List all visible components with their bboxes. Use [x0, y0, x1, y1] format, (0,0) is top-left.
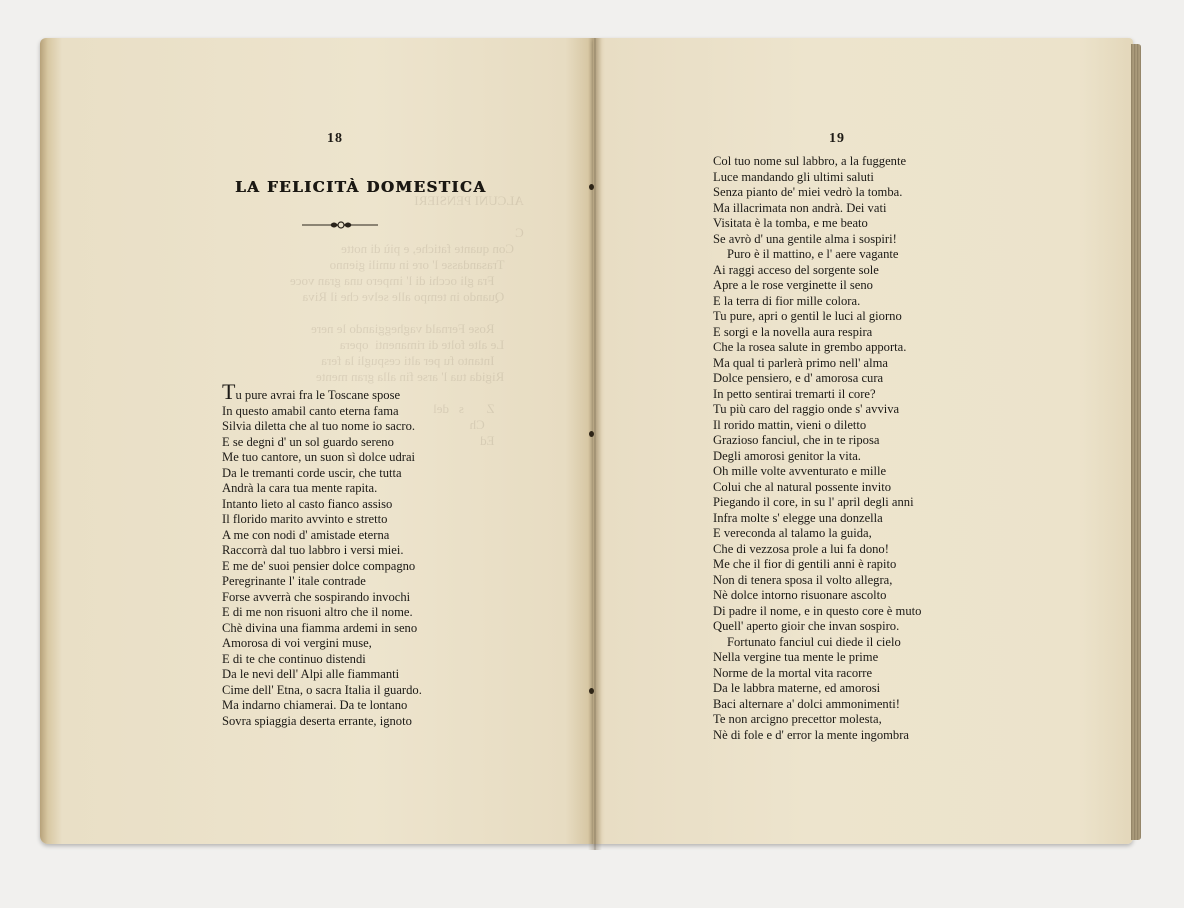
book-spine	[588, 38, 602, 850]
right-page	[593, 38, 1133, 844]
verse-line: Il rorido mattin, vieni o diletto	[713, 417, 867, 432]
verse-line: Nè di fole e d' error la mente ingombra	[713, 727, 909, 742]
open-book	[40, 38, 1144, 850]
verse-line: Tu più caro del raggio onde s' avviva	[713, 402, 900, 416]
verse-line: Apre a le rose verginette il seno	[713, 278, 873, 292]
binding-hole	[589, 184, 594, 190]
right-verse-list	[713, 154, 921, 743]
verse-line: Ma indarno chiamerai. Da te lontano	[222, 698, 408, 712]
verse-line: E vereconda al talamo la guida,	[713, 526, 872, 540]
verse-line: Da le tremanti corde uscir, che tutta	[222, 465, 402, 480]
ornament-icon	[300, 219, 380, 231]
verse-line: E me de' suoi pensier dolce compagno	[222, 558, 416, 573]
verse-line: Piegando il core, in su l' april degli anni	[713, 495, 914, 509]
verse-line: Puro è il mattino, e l' aere vagante	[727, 247, 899, 261]
verse-line: Da le nevi dell' Alpi alle fiammanti	[222, 667, 400, 681]
verse-line: Sovra spiaggia deserta errante, ignoto	[222, 713, 412, 728]
verse-line: In petto sentirai tremarti il core?	[713, 386, 876, 401]
drop-cap: T	[222, 379, 236, 404]
verse-line: Me che il fior di gentili anni è rapito	[713, 557, 897, 571]
verse-line: Te non arcigno precettor molesta,	[713, 712, 882, 726]
verse-line: Amorosa di voi vergini muse,	[222, 636, 372, 650]
left-page	[40, 38, 593, 844]
left-verse-list	[222, 379, 422, 729]
verse-line: E di te che continuo distendi	[222, 651, 366, 666]
verse-line: Peregrinante l' itale contrade	[222, 574, 366, 588]
verse-line: Quell' aperto gioir che invan sospiro.	[713, 619, 900, 633]
verse-line: In questo amabil canto eterna fama	[222, 403, 399, 418]
poem-title: LA FELICITÀ DOMESTICA	[235, 178, 487, 196]
verse-line: Da le labbra materne, ed amorosi	[713, 681, 881, 695]
verse-line: Intanto lieto al casto fianco assiso	[222, 496, 393, 511]
verse-line: Me tuo cantore, un suon sì dolce udrai	[222, 450, 416, 464]
verse-line: Luce mandando gli ultimi saluti	[713, 169, 874, 184]
verse-line: Grazioso fanciul, che in te riposa	[713, 433, 880, 447]
verse-line: Colui che al natural possente invito	[713, 479, 892, 494]
verse-line: E sorgi e la novella aura respira	[713, 324, 873, 339]
verse-line: E di me non risuoni altro che il nome.	[222, 605, 413, 619]
verse-line: Nella vergine tua mente le prime	[713, 650, 879, 664]
verse-line: Forse avverrà che sospirando invochi	[222, 589, 411, 604]
verse-line: Cime dell' Etna, o sacra Italia il guardo.	[222, 682, 422, 697]
verse-line: E la terra di fior mille colora.	[713, 293, 861, 308]
verse-line: Norme de la mortal vita racorre	[713, 665, 873, 680]
verse-line: Chè divina una fiamma ardemi in seno	[222, 620, 418, 635]
verse-line: Il florido marito avvinto e stretto	[222, 512, 388, 526]
verse-line: Non di tenera sposa il volto allegra,	[713, 572, 893, 587]
binding-hole	[589, 431, 594, 437]
show-through-text: ALCUNI PENSIERI C Con quante fatiche, e più di notte Trasandasse l' ore in umili gienno Fra gli occhi di l' impero una gran voce Quando in tempo alle selve che il Riva Rose Fernald vagheggiando le nere Le alte folte di rimanenti opera Intanto fu per alti cespugli la fera Rigida tua l' arse fin alla gran mente Z s del Ch Ed	[290, 193, 524, 448]
verse-line: A me con nodi d' amistade eterna	[222, 527, 390, 542]
verse-line: Infra molte s' elegge una donzella	[713, 510, 883, 525]
verse-line: Raccorrà dal tuo labbro i versi miei.	[222, 543, 404, 557]
verse-line: Che di vezzosa prole a lui fa dono!	[713, 541, 889, 556]
verse-line: Dolce pensiero, e d' amorosa cura	[713, 371, 884, 385]
page-number: 19	[829, 131, 845, 146]
verse-line: Ma qual ti parlerà primo nell' alma	[713, 355, 889, 370]
verse-line: Ai raggi acceso del sorgente sole	[713, 262, 879, 277]
page-edge	[1131, 44, 1141, 840]
verse-line: Visitata è la tomba, e me beato	[713, 216, 868, 230]
verse-line: Senza pianto de' miei vedrò la tomba.	[713, 185, 903, 199]
verse-line: Di padre il nome, e in questo core è muto	[713, 603, 922, 618]
verse-line: Che la rosea salute in grembo apporta.	[713, 340, 907, 354]
verse-line: Oh mille volte avventurato e mille	[713, 464, 887, 478]
verse-line: Silvia diletta che al tuo nome io sacro.	[222, 419, 416, 433]
verse-line: Se avrò d' una gentile alma i sospiri!	[713, 231, 897, 246]
verse-line: Andrà la cara tua mente rapita.	[222, 481, 378, 495]
verse-line: Nè dolce intorno risuonare ascolto	[713, 588, 887, 602]
verse-line: Baci alternare a' dolci ammonimenti!	[713, 696, 900, 711]
verse-line: Ma illacrimata non andrà. Dei vati	[713, 200, 887, 215]
verse-line: Tu pure avrai fra le Toscane spose	[222, 379, 401, 404]
verse-line: Degli amorosi genitor la vita.	[713, 448, 861, 463]
verse-line: Fortunato fanciul cui diede il cielo	[727, 634, 901, 649]
verse-line: Tu pure, apri o gentil le luci al giorno	[713, 309, 902, 323]
verse-line: Col tuo nome sul labbro, a la fuggente	[713, 154, 907, 168]
page-number: 18	[327, 131, 343, 146]
verse-line: E se degni d' un sol guardo sereno	[222, 434, 394, 449]
binding-hole	[589, 688, 594, 694]
